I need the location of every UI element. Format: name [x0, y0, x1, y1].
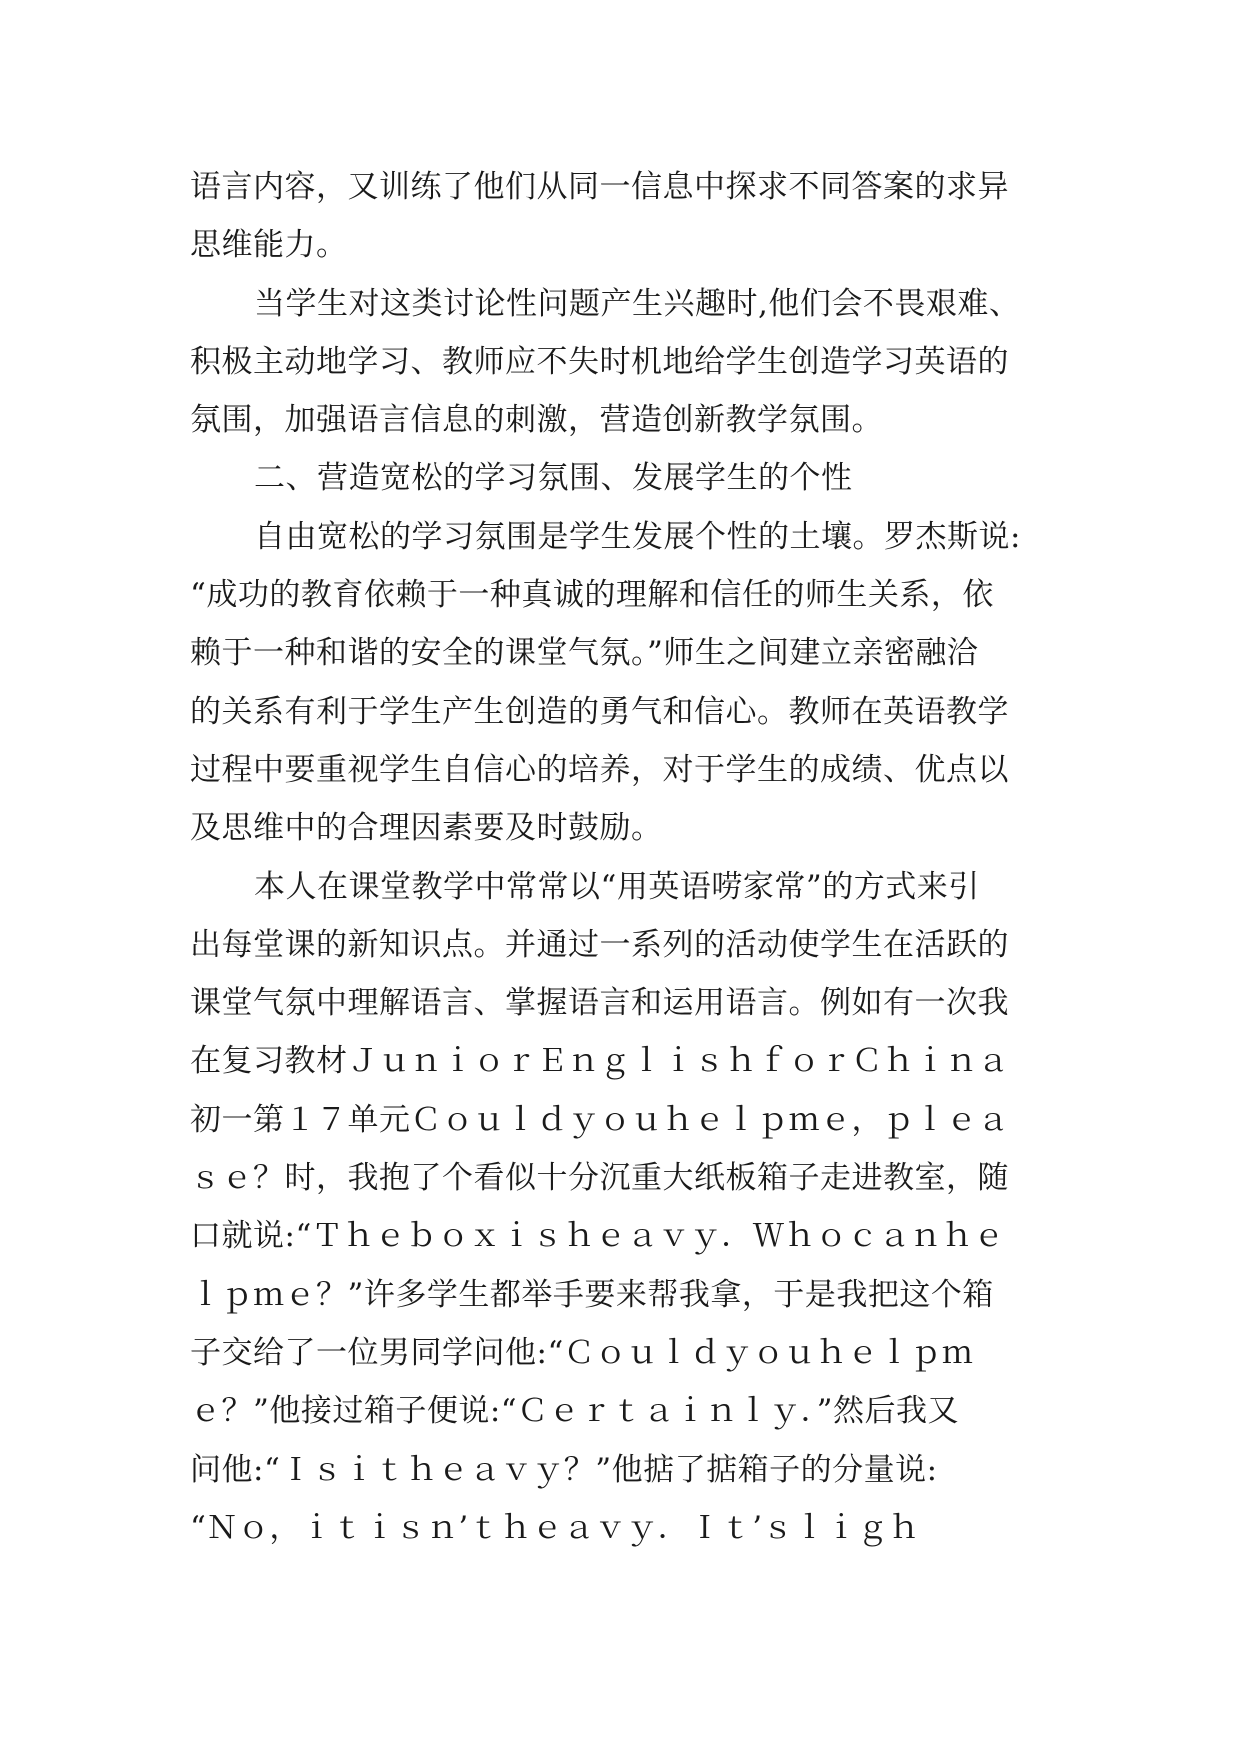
- text-line-7: 自由宽松的学习氛围是学生发展个性的土壤。罗杰斯说:: [254, 518, 1021, 555]
- text-line-5: 氛围，加强语言信息的刺激，营造创新教学氛围。: [190, 402, 883, 439]
- text-line-13: 本人在课堂教学中常常以“用英语唠家常”的方式来引: [254, 868, 980, 905]
- text-line-16: 在复习教材ＪｕｎｉｏｒＥｎｇｌｉｓｈｆｏｒＣｈｉｎａ: [190, 1043, 1009, 1080]
- text-line-3: 当学生对这类讨论性问题产生兴趣时,他们会不畏艰难、: [254, 285, 1021, 322]
- text-line-4: 积极主动地学习、教师应不失时机地给学生创造学习英语的: [190, 343, 1009, 380]
- text-line-12: 及思维中的合理因素要及时鼓励。: [190, 810, 663, 847]
- text-line-23: 问他:“Ｉｓｉｔｈｅａｖｙ？”他掂了掂箱子的分量说:: [190, 1451, 938, 1488]
- document-body: [190, 158, 1090, 1557]
- text-line-2: 思维能力。: [190, 227, 348, 264]
- text-line-1: 语言内容，又训练了他们从同一信息中探求不同答案的求异: [190, 169, 1009, 205]
- text-line-21: 子交给了一位男同学问他:“Ｃｏｕｌｄｙｏｕｈｅｌｐｍ: [190, 1334, 974, 1371]
- text-line-9: 赖于一种和谐的安全的课堂气氛。”师生之间建立亲密融洽: [190, 635, 979, 672]
- text-line-17: 初一第１７单元Ｃｏｕｌｄｙｏｕｈｅｌｐｍｅ，ｐｌｅａ: [190, 1101, 1009, 1138]
- text-line-22: ｅ？”他接过箱子便说:“Ｃｅｒｔａｉｎｌｙ．”然后我又: [190, 1393, 959, 1430]
- text-line-11: 过程中要重视学生自信心的培养，对于学生的成绩、优点以: [190, 751, 1009, 788]
- text-line-19: 口就说:“Ｔｈｅｂｏｘｉｓｈｅａｖｙ．Ｗｈｏｃａｎｈｅ: [190, 1218, 1005, 1255]
- text-line-20: ｌｐｍｅ？”许多学生都举手要来帮我拿，于是我把这个箱: [190, 1276, 994, 1313]
- section-heading: 二、营造宽松的学习氛围、发展学生的个性: [254, 460, 853, 497]
- text-line-10: 的关系有利于学生产生创造的勇气和信心。教师在英语教学: [190, 693, 1009, 730]
- text-line-14: 出每堂课的新知识点。并通过一系列的活动使学生在活跃的: [190, 926, 1009, 963]
- text-line-15: 课堂气氛中理解语言、掌握语言和运用语言。例如有一次我: [190, 985, 1009, 1022]
- text-line-18: ｓｅ？时，我抱了个看似十分沉重大纸板箱子走进教室，随: [190, 1160, 1009, 1197]
- text-line-24: “Ｎｏ，ｉｔｉｓｎ’ｔｈｅａｖｙ．Ｉｔ’ｓｌｉｇｈ: [190, 1509, 921, 1546]
- text-line-8: “成功的教育依赖于一种真诚的理解和信任的师生关系，依: [190, 577, 994, 614]
